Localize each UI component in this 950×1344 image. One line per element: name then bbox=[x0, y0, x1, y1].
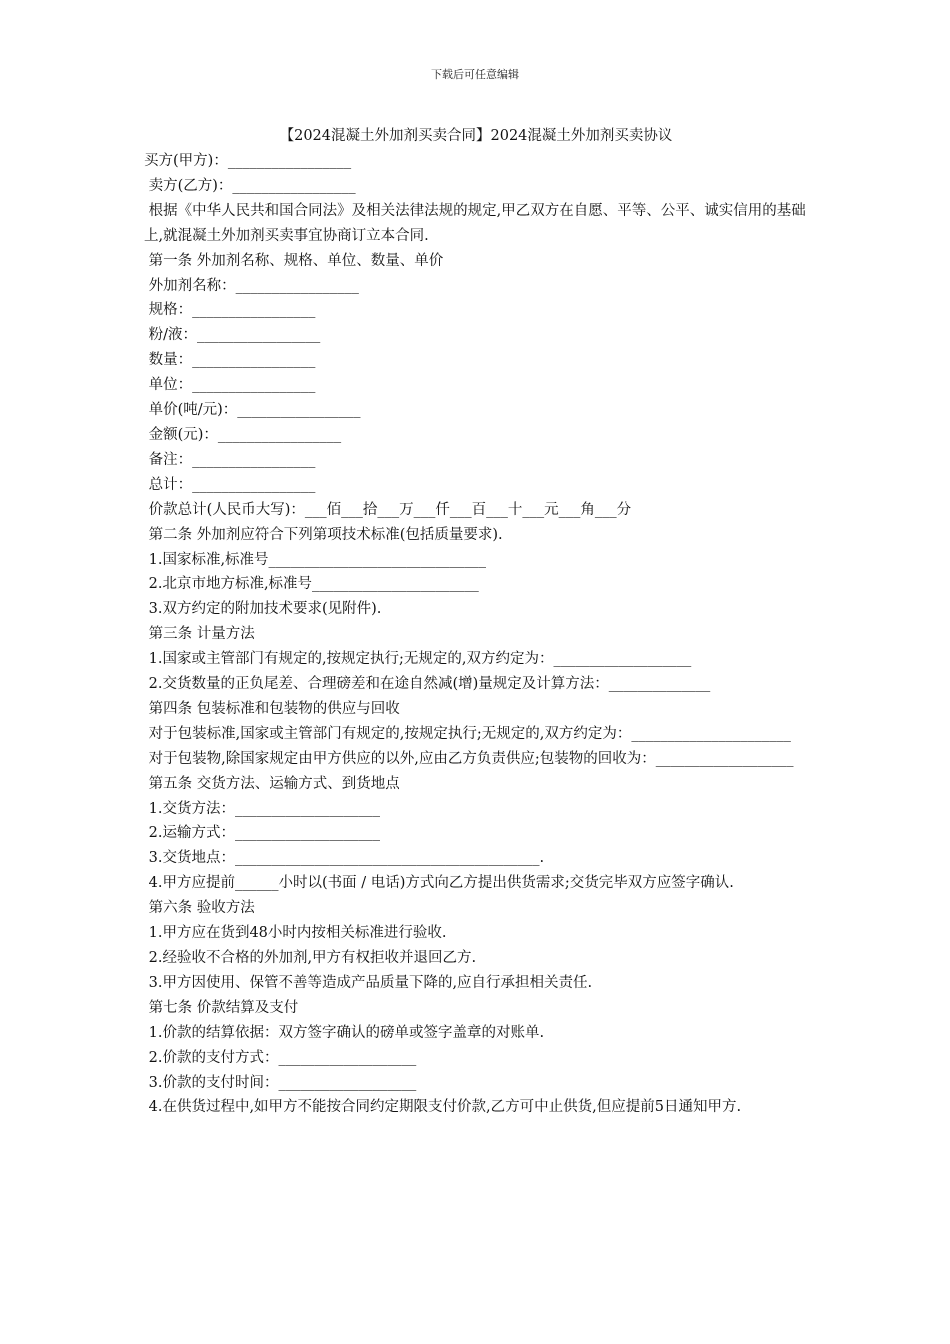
document-line: 第四条 包装标准和包装物的供应与回收 bbox=[144, 700, 400, 717]
document-line: 3.交货地点：__________________________________________. bbox=[144, 850, 545, 867]
document-line: 1.国家标准,标准号______________________________ bbox=[144, 551, 487, 568]
document-line: 4.甲方应提前______小时以(书面 / 电话)方式向乙方提出供货需求;交货完毕双方应签字确认. bbox=[144, 875, 734, 892]
document-line: 2.运输方式：____________________ bbox=[144, 825, 380, 842]
document-line: 备注：_________________ bbox=[144, 451, 316, 468]
document-line: 3.价款的支付时间：___________________ bbox=[144, 1074, 417, 1091]
document-title: 【2024混凝土外加剂买卖合同】2024混凝土外加剂买卖协议 bbox=[279, 128, 673, 144]
document-line: 数量：_________________ bbox=[144, 352, 316, 369]
document-line: 根据《中华人民共和国合同法》及相关法律法规的规定,甲乙双方在自愿、平等、公平、诚实信用的基础上,就混凝土外加剂买卖事宜协商订立本合同. bbox=[144, 202, 806, 244]
document-line: 第一条 外加剂名称、规格、单位、数量、单价 bbox=[144, 252, 444, 269]
page-header: 下载后可任意编辑 bbox=[431, 68, 519, 81]
document-line: 对于包装物,除国家规定由甲方供应的以外,应由乙方负责供应;包装物的回收为：___________________ bbox=[144, 750, 794, 767]
document-line: 1.甲方应在货到48小时内按相关标准进行验收. bbox=[144, 925, 447, 942]
document-line: 3.双方约定的附加技术要求(见附件). bbox=[144, 601, 382, 618]
document-line: 单价(吨/元)：_________________ bbox=[144, 402, 361, 419]
document-line: 单位：_________________ bbox=[144, 377, 316, 394]
document-line: 第七条 价款结算及支付 bbox=[144, 999, 299, 1016]
document-line: 2.北京市地方标准,标准号_______________________ bbox=[144, 576, 479, 593]
document-line: 2.价款的支付方式：___________________ bbox=[144, 1049, 417, 1066]
document-lines bbox=[144, 149, 808, 1120]
document-line: 1.交货方法：____________________ bbox=[144, 800, 380, 817]
document-line: 价款总计(人民币大写)：___佰___拾___万___仟___百___十___元___角___分 bbox=[144, 501, 632, 518]
document-line: 买方(甲方)：_________________ bbox=[144, 153, 352, 169]
document-line: 第二条 外加剂应符合下列第项技术标准(包括质量要求). bbox=[144, 526, 503, 543]
document-line: 对于包装标准,国家或主管部门有规定的,按规定执行;无规定的,双方约定为：______________________ bbox=[144, 725, 791, 742]
document-line: 第三条 计量方法 bbox=[144, 626, 255, 643]
document-line: 第五条 交货方法、运输方式、到货地点 bbox=[144, 775, 400, 792]
document-line: 规格：_________________ bbox=[144, 302, 316, 319]
document-line: 第六条 验收方法 bbox=[144, 900, 255, 917]
document-line: 4.在供货过程中,如甲方不能按合同约定期限支付价款,乙方可中止供货,但应提前5日通知甲方. bbox=[144, 1099, 742, 1116]
document-line: 粉/液：_________________ bbox=[144, 327, 321, 344]
document-line: 金额(元)：_________________ bbox=[144, 426, 342, 443]
document-line: 外加剂名称：_________________ bbox=[144, 277, 359, 294]
document-line: 1.国家或主管部门有规定的,按规定执行;无规定的,双方约定为：___________________ bbox=[144, 651, 692, 668]
document-line: 3.甲方因使用、保管不善等造成产品质量下降的,应自行承担相关责任. bbox=[144, 974, 593, 991]
document-line: 1.价款的结算依据：双方签字确认的磅单或签字盖章的对账单. bbox=[144, 1024, 545, 1041]
document-body bbox=[144, 124, 808, 1120]
document-line: 总计：_________________ bbox=[144, 476, 316, 493]
document-line: 2.经验收不合格的外加剂,甲方有权拒收并退回乙方. bbox=[144, 950, 477, 966]
document-line: 卖方(乙方)：_________________ bbox=[144, 177, 356, 194]
document-line: 2.交货数量的正负尾差、合理磅差和在途自然减(增)量规定及计算方法：______________ bbox=[144, 676, 711, 693]
